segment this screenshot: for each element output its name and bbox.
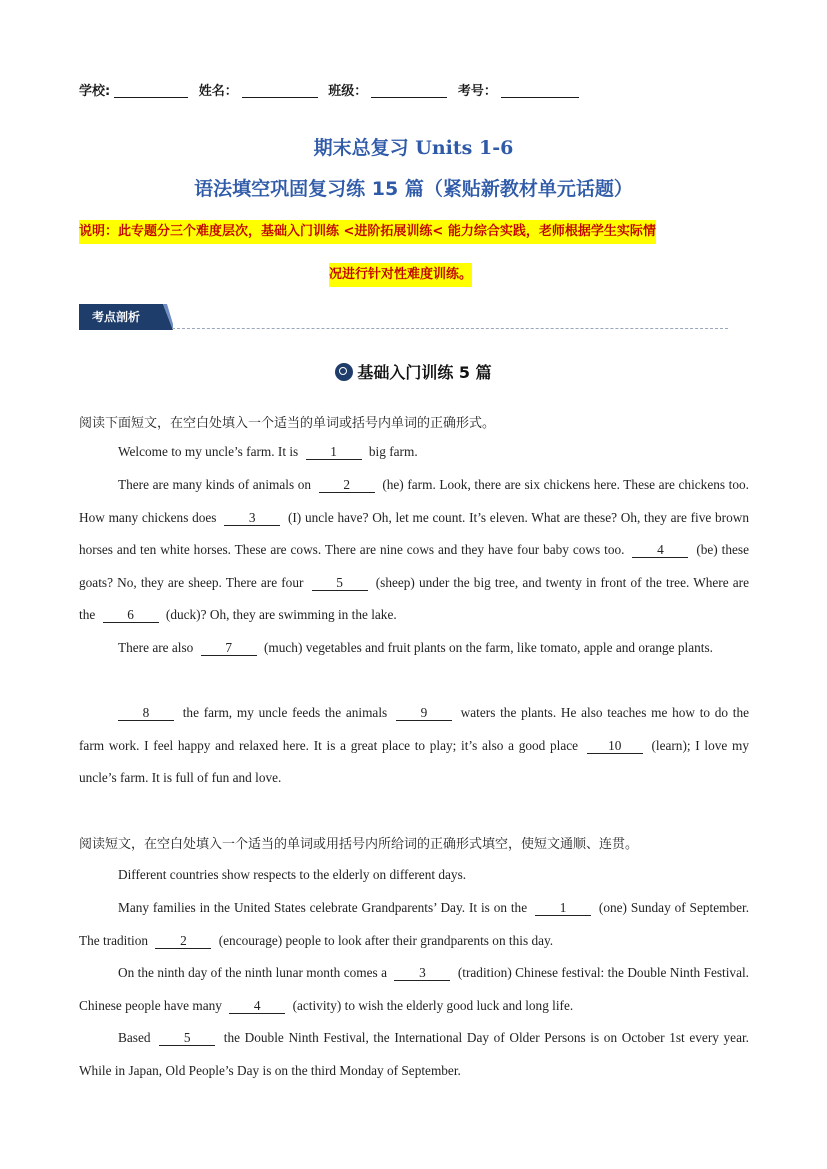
blank-1: 1 (535, 900, 591, 916)
note-line-2: 况进行针对性难度训练。 (329, 263, 472, 287)
passage2-paragraph-2 (79, 892, 749, 957)
text-run: There are also (118, 640, 194, 655)
text-run: (learn); I love my uncle’s farm. It is full of fun and love. (79, 737, 749, 786)
passage1-instruction: 阅读下面短文，在空白处填入一个适当的单词或括号内单词的正确形式。 (79, 416, 496, 431)
note-line-1: 说明：此专题分三个难度层次，基础入门训练 <进阶拓展训练< 能力综合实践，老师根据学生实际情 (79, 220, 656, 244)
title-line-1: 期末总复习 Units 1-6 (313, 137, 514, 159)
passage1-paragraph-3 (79, 632, 749, 665)
blank-7: 7 (201, 640, 257, 656)
text-run: Many families in the United States celebrate Grandparents’ Day. It is on the (118, 900, 528, 915)
passage1-paragraph-1 (79, 436, 749, 469)
class-blank (371, 83, 447, 98)
blank-5: 5 (312, 575, 368, 591)
name-label: 姓名： (198, 84, 238, 99)
passage2-instruction: 阅读短文，在空白处填入一个适当的单词或用括号内所给词的正确形式填空，使短文通顺、连贯。 (79, 837, 639, 852)
text-run: There are many kinds of animals on (118, 477, 312, 492)
section-bullet-icon (335, 363, 353, 381)
text-run: (I) uncle have? Oh, let me count. It’s eleven. What are these? Oh, they are five brown horses and ten white horses. These are cows. There are nine cows and they have four baby cows too. (79, 509, 749, 558)
text-run: On the ninth day of the ninth lunar month comes a (118, 965, 387, 980)
exam-no-label: 考号： (457, 84, 497, 99)
text-run: Welcome to my uncle’s farm. It is (118, 444, 299, 459)
text-run: waters the plants. He also teaches me how to do the farm work. I feel happy and relaxed here. It is a great place to play; it’s also a good place (79, 705, 750, 753)
text-run: (tradition) Chinese festival: the Double Ninth Festival. Chinese people have many (79, 965, 750, 1013)
blank-3: 3 (224, 510, 280, 526)
dashed-divider (172, 328, 728, 329)
student-info-line (79, 80, 579, 99)
blank-1: 1 (306, 444, 362, 460)
text-run: the Double Ninth Festival, the International Day of Older Persons is on October 1st every year. While in Japan, Old People’s Day is on the third Monday of September. (79, 1030, 749, 1078)
exam-no-blank (501, 83, 579, 98)
passage2-paragraph-1 (79, 859, 749, 892)
blank-6: 6 (103, 607, 159, 623)
text-run: (he) farm. Look, there are six chickens here. These are chickens too. How many chickens does (79, 477, 749, 525)
text-run: (much) vegetables and fruit plants on the farm, like tomato, apple and orange plants. (263, 640, 713, 655)
blank-3: 3 (394, 965, 450, 981)
text-run: big farm. (368, 444, 418, 459)
school-blank (114, 83, 188, 98)
blank-10: 10 (587, 738, 643, 754)
text-run: (activity) to wish the elderly good luck and long life. (292, 997, 574, 1013)
passage1-paragraph-4 (79, 697, 749, 795)
class-label: 班级： (328, 84, 368, 99)
name-blank (242, 83, 318, 98)
section-heading-text: 基础入门训练 5 篇 (357, 363, 492, 382)
blank-2: 2 (155, 933, 211, 949)
text-run: Based (118, 1030, 151, 1045)
text-run: (encourage) people to look after their grandparents on this day. (218, 932, 554, 948)
passage1-paragraph-2 (79, 469, 749, 632)
text-run: (one) Sunday of September. The tradition (79, 900, 750, 948)
text-run: the farm, my uncle feeds the animals (182, 705, 388, 720)
text-run: (be) these goats? No, they are sheep. There are four (79, 542, 749, 590)
blank-9: 9 (396, 705, 452, 721)
title-line-2: 语法填空巩固复习练 15 篇（紧贴新教材单元话题） (194, 178, 633, 200)
text-run: Different countries show respects to the elderly on different days. (118, 867, 467, 882)
school-label: 学校: (79, 84, 111, 99)
blank-4: 4 (229, 998, 285, 1014)
passage2-paragraph-3 (79, 957, 749, 1022)
blank-4: 4 (632, 542, 688, 558)
text-run: (duck)? Oh, they are swimming in the lake. (165, 607, 397, 623)
blank-5: 5 (159, 1030, 215, 1046)
blank-8: 8 (118, 705, 174, 721)
section-heading (0, 360, 827, 383)
text-run: (sheep) under the big tree, and twenty in front of the tree. Where are the (79, 574, 750, 623)
blank-2: 2 (319, 477, 375, 493)
passage2-paragraph-4 (79, 1022, 749, 1087)
banner-label: 考点剖析 (92, 310, 141, 324)
